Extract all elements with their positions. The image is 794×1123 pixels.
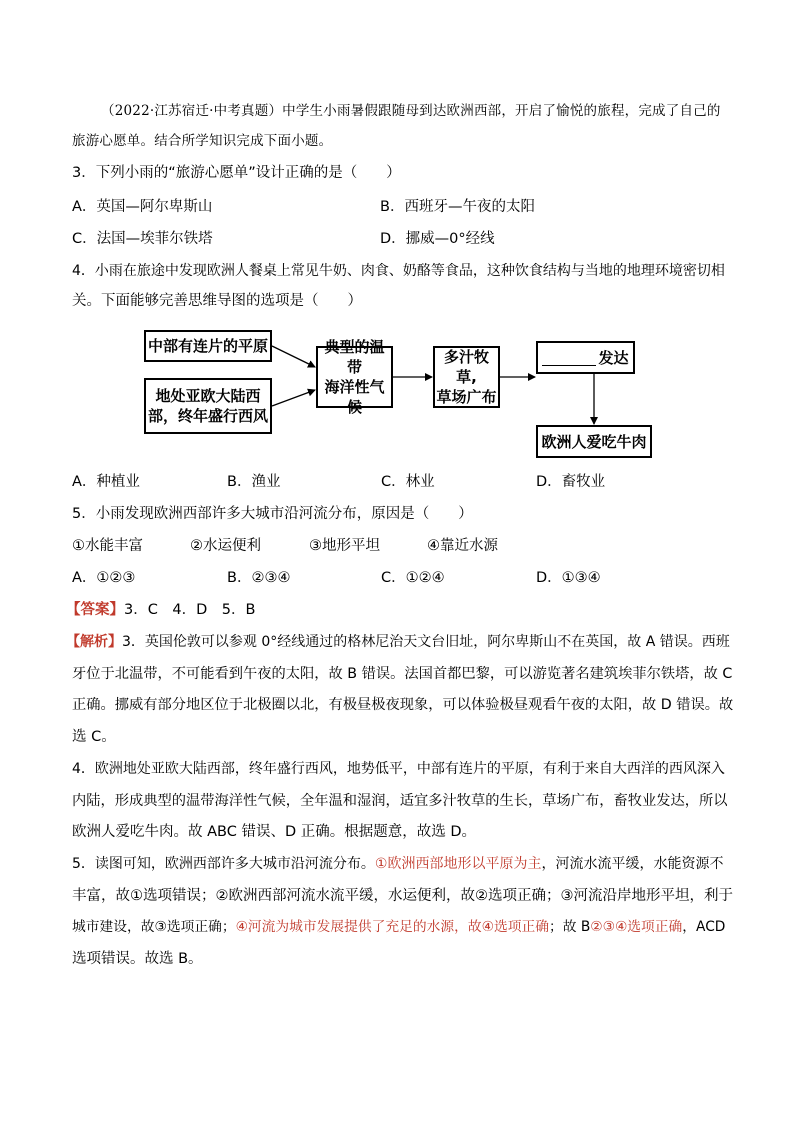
analysis-p3-text-3d: ②③④选项正确	[590, 919, 683, 935]
q4-stem-line-1: 4．小雨在旅途中发现欧洲人餐桌上常见牛奶、肉食、奶酪等食品，这种饮食结构与当地的地理环境密切相	[72, 263, 725, 279]
answer-text: 3．C 4．D 5．B	[124, 602, 256, 618]
q5-item-3: ③地形平坦	[309, 538, 380, 554]
arrow-location-to-climate	[272, 390, 315, 406]
analysis-p3-text-3a: 城市建设，故③选项正确；	[72, 919, 236, 935]
analysis-p3-text-3e: ，ACD	[682, 919, 726, 935]
analysis-p1-line-1	[66, 632, 730, 652]
q3-option-a: A．英国—阿尔卑斯山	[72, 199, 213, 215]
box-pasture-text-1: 多汁牧草,	[443, 348, 489, 386]
analysis-p3-line-3	[72, 917, 725, 937]
analysis-p3-text-3c: ；故 B	[548, 919, 591, 935]
q5-option-a: A．①②③	[72, 570, 136, 586]
fill-in-blank	[542, 349, 596, 366]
analysis-p2-line-1: 4．欧洲地处亚欧大陆西部，终年盛行西风，地势低平，中部有连片的平原，有利于来自大西洋的西风深入	[72, 761, 725, 777]
box-climate-text-2: 海洋性气候	[324, 378, 385, 416]
answer-line	[66, 600, 255, 620]
box-maritime-climate	[316, 338, 393, 416]
q5-option-c: C．①②④	[381, 570, 445, 586]
box-industry-text: 发达	[598, 348, 629, 367]
box-pasture-text-2: 草场广布	[436, 388, 497, 406]
analysis-p2-line-3: 欧洲人爱吃牛肉。故 ABC 错误、D 正确。根据题意，故选 D。	[72, 824, 477, 840]
q4-option-d: D．畜牧业	[536, 474, 606, 490]
q4-option-c: C．林业	[381, 474, 435, 490]
q4-stem-line-2: 关。下面能够完善思维导图的选项是（ ）	[72, 293, 362, 309]
box-location-westerlies	[144, 378, 272, 434]
analysis-p1-line-3: 正确。挪威有部分地区位于北极圈以北，有极昼极夜现象，可以体验极昼观看午夜的太阳，故 D 错误。故	[72, 697, 734, 713]
intro-line-2: 旅游心愿单。结合所学知识完成下面小题。	[72, 133, 333, 149]
answer-tag: 【答案】	[66, 602, 124, 618]
q5-option-b: B．②③④	[227, 570, 291, 586]
q3-option-c: C．法国—埃菲尔铁塔	[72, 231, 213, 247]
q5-item-1: ①水能丰富	[72, 538, 143, 554]
box-central-plain	[144, 330, 272, 362]
q3-stem: 3．下列小雨的“旅游心愿单”设计正确的是（ ）	[72, 165, 401, 181]
analysis-p3-text-1a: 5．读图可知，欧洲西部许多大城市沿河流分布。	[72, 856, 375, 872]
analysis-p3-text-1b: ①欧洲西部地形以平原为主	[374, 856, 542, 872]
q4-option-a: A．种植业	[72, 474, 140, 490]
q5-item-2: ②水运便利	[190, 538, 261, 554]
analysis-p3-text-3b: ④河流为城市发展提供了充足的水源，故④选项正确	[235, 919, 549, 935]
q5-option-d: D．①③④	[536, 570, 601, 586]
analysis-p1-line-2: 牙位于北温带，不可能看到午夜的太阳，故 B 错误。法国首都巴黎，可以游览著名建筑埃菲尔铁塔，故 C	[72, 666, 733, 682]
box-beef-text: 欧洲人爱吃牛肉	[541, 432, 647, 451]
analysis-p1-text-1: 3．英国伦敦可以参观 0°经线通过的格林尼治天文台旧址，阿尔卑斯山不在英国，故 A 错误。西班	[122, 634, 730, 650]
analysis-p2-line-2: 内陆，形成典型的温带海洋性气候，全年温和湿润，适宜多汁牧草的生长，草场广布，畜牧业发达，所以	[72, 793, 728, 809]
q3-option-d: D．挪威—0°经线	[380, 231, 495, 247]
intro-text: 中学生小雨暑假跟随母到达欧洲西部，开启了愉悦的旅程，完成了自己的	[282, 103, 721, 119]
box-location-text-1: 地处亚欧大陆西	[155, 387, 261, 405]
q3-option-b: B．西班牙—午夜的太阳	[380, 199, 535, 215]
intro-source: （2022·江苏宿迁·中考真题）	[101, 103, 283, 119]
q4-option-b: B．渔业	[227, 474, 281, 490]
box-climate-text-1: 典型的温带	[324, 338, 385, 376]
arrow-plain-to-climate	[272, 346, 315, 367]
analysis-tag: 【解析】	[66, 634, 122, 650]
analysis-p3-text-1c: ，河流水流平缓，水能资源不	[541, 856, 724, 872]
box-location-text-2: 部，终年盛行西风	[147, 407, 268, 425]
box-industry-blank	[536, 341, 635, 374]
analysis-p1-line-4: 选 C。	[72, 729, 116, 745]
box-pasture	[433, 346, 500, 408]
analysis-p3-line-1	[72, 854, 723, 874]
analysis-p3-line-2: 丰富，故①选项错误；②欧洲西部河流水流平缓，水运便利，故②选项正确；③河流沿岸地形平坦，利于	[72, 888, 733, 904]
box-central-plain-text: 中部有连片的平原	[147, 337, 268, 355]
q5-item-4: ④靠近水源	[427, 538, 498, 554]
analysis-p3-line-4: 选项错误。故选 B。	[72, 951, 203, 967]
box-eat-beef	[536, 425, 652, 458]
q5-stem: 5．小雨发现欧洲西部许多大城市沿河流分布，原因是（ ）	[72, 506, 473, 522]
